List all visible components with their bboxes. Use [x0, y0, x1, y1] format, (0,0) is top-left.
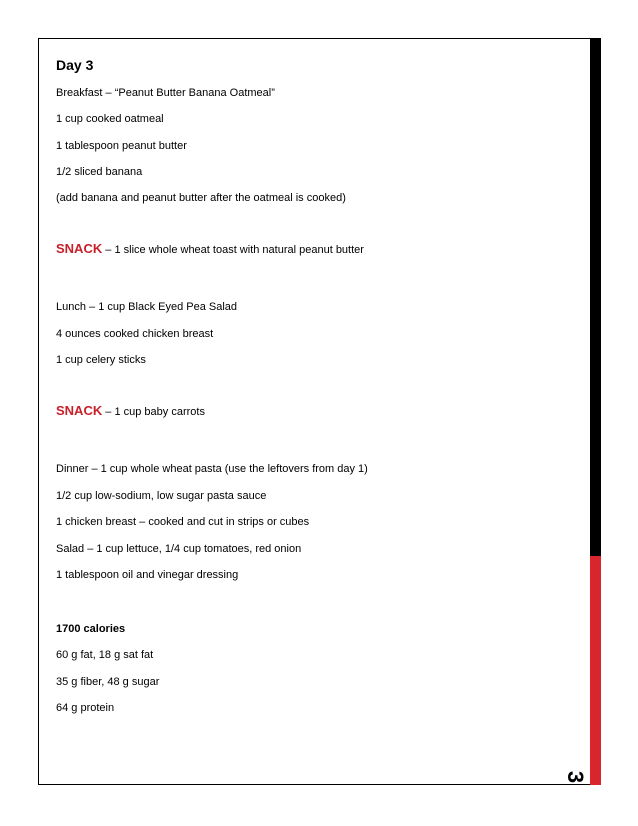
- dinner-heading: Dinner – 1 cup whole wheat pasta (use the leftovers from day 1): [56, 463, 368, 475]
- breakfast-note: (add banana and peanut butter after the oatmeal is cooked): [56, 192, 346, 204]
- dinner-item: 1/2 cup low-sodium, low sugar pasta sauce: [56, 490, 267, 502]
- breakfast-item: 1 cup cooked oatmeal: [56, 113, 164, 125]
- lunch-item: 1 cup celery sticks: [56, 354, 146, 366]
- breakfast-item: 1 tablespoon peanut butter: [56, 140, 187, 152]
- side-bar-black: [590, 38, 601, 556]
- nutrition-item: 64 g protein: [56, 702, 115, 714]
- calories-total: 1700 calories: [56, 623, 126, 635]
- dinner-item: Salad – 1 cup lettuce, 1/4 cup tomatoes, red onion: [56, 543, 302, 555]
- lunch-item: 4 ounces cooked chicken breast: [56, 328, 214, 340]
- snack-label: SNACK: [56, 403, 103, 418]
- breakfast-item: 1/2 sliced banana: [56, 166, 143, 178]
- dinner-item: 1 tablespoon oil and vinegar dressing: [56, 569, 239, 581]
- snack-line: [56, 404, 205, 419]
- snack-line: [56, 242, 364, 257]
- page-number: 3: [563, 770, 588, 784]
- snack-text: – 1 cup baby carrots: [102, 406, 205, 418]
- breakfast-heading: Breakfast – “Peanut Butter Banana Oatmeal”: [56, 87, 275, 99]
- snack-text: – 1 slice whole wheat toast with natural peanut butter: [102, 244, 364, 256]
- snack-label: SNACK: [56, 241, 103, 256]
- side-bar-red: [590, 556, 601, 785]
- nutrition-item: 35 g fiber, 48 g sugar: [56, 676, 160, 688]
- day-title: Day 3: [56, 57, 94, 73]
- dinner-item: 1 chicken breast – cooked and cut in strips or cubes: [56, 516, 310, 528]
- lunch-heading: Lunch – 1 cup Black Eyed Pea Salad: [56, 301, 238, 313]
- nutrition-item: 60 g fat, 18 g sat fat: [56, 649, 154, 661]
